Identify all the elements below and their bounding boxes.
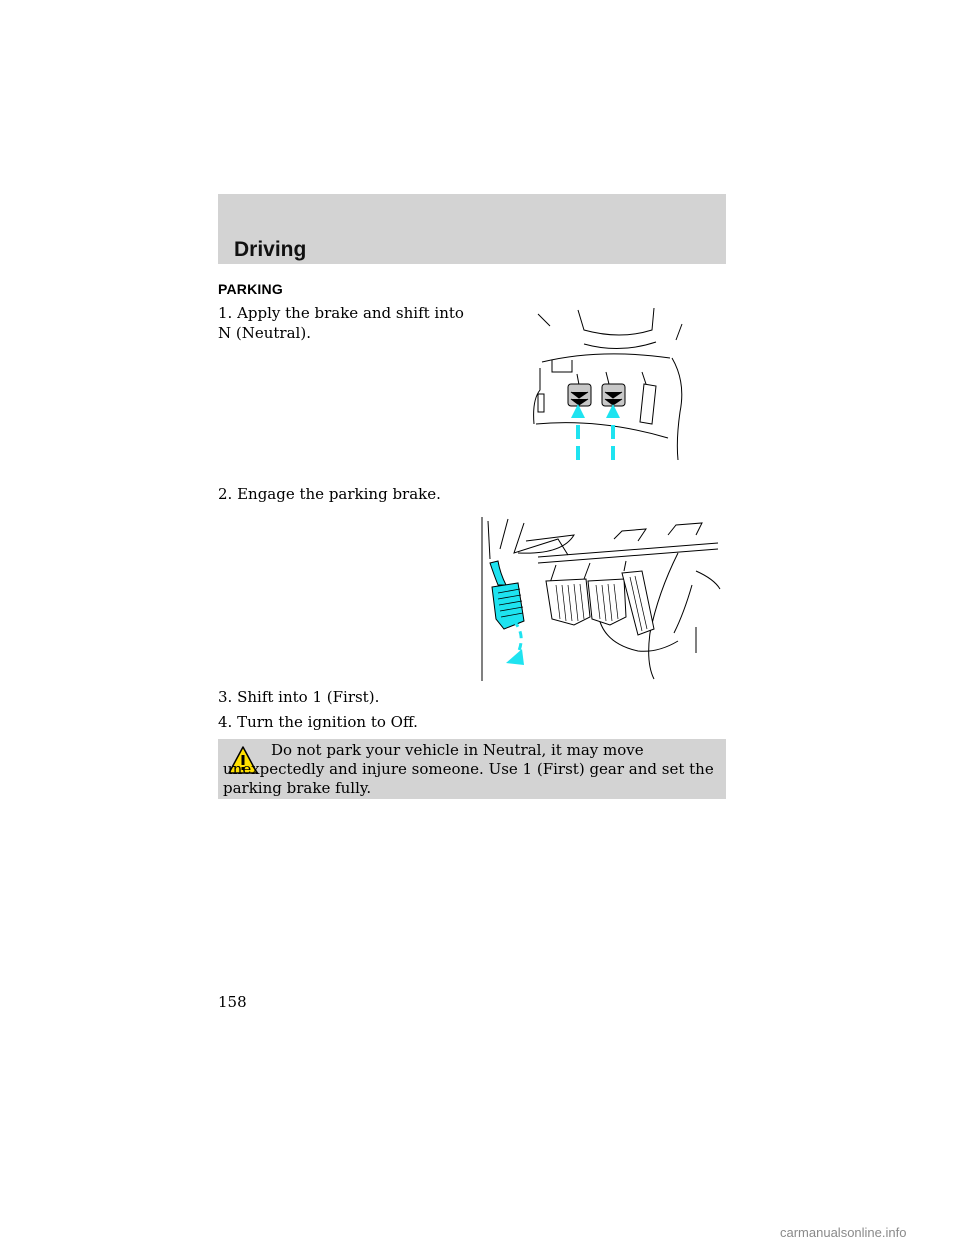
- step-2: 2. Engage the parking brake.: [218, 485, 441, 503]
- section-title: PARKING: [218, 281, 283, 297]
- step-1: 1. Apply the brake and shift into N (Neutral).: [218, 304, 464, 342]
- site-watermark: carmanualsonline.info: [780, 1225, 907, 1240]
- warning-box: [218, 739, 726, 799]
- pedals-illustration: [500, 300, 720, 470]
- step-4: 4. Turn the ignition to Off.: [218, 713, 418, 731]
- parking-brake-illustration: [478, 513, 723, 683]
- chapter-title: Driving: [234, 238, 307, 261]
- section-header-band: [218, 194, 726, 264]
- page-number: 158: [218, 993, 247, 1011]
- step-3: 3. Shift into 1 (First).: [218, 688, 380, 706]
- warning-text: Do not park your vehicle in Neutral, it may move unexpectedly and injure someone. Use 1 (First) gear and set the parking brake fully.: [223, 741, 714, 797]
